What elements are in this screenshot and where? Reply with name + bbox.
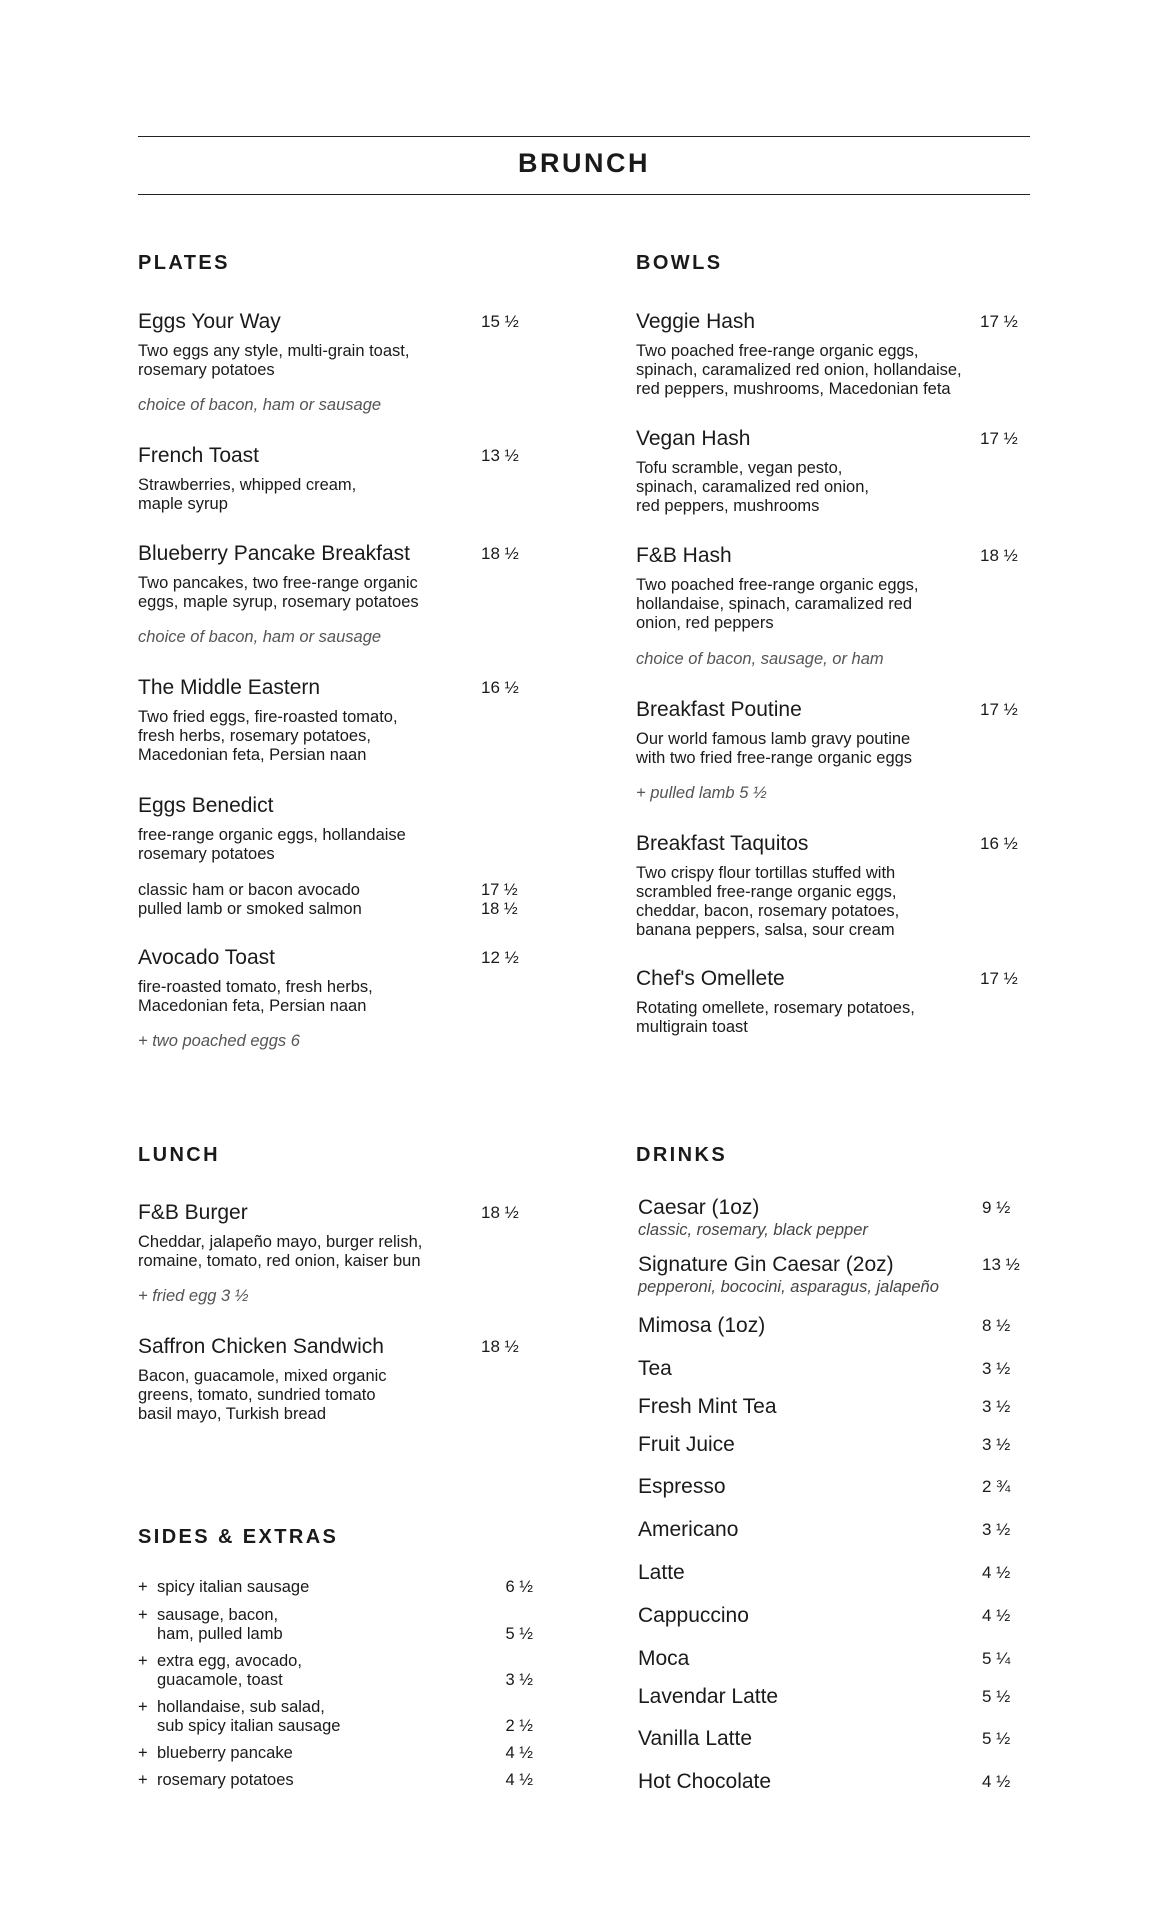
item-price: 13 ½ <box>481 446 519 465</box>
side-item-text: hollandaise, sub salad, sub spicy italian sausage <box>157 1698 341 1735</box>
item-description: Two pancakes, two free-range organic eggs, maple syrup, rosemary potatoes <box>138 574 419 611</box>
drink-name: Moca <box>638 1647 690 1670</box>
item-description: Two fried eggs, fire-roasted tomato, fresh herbs, rosemary potatoes, Macedonian feta, Persian naan <box>138 708 398 764</box>
item-name: Breakfast Taquitos <box>636 832 809 855</box>
drink-price: 5 ¼ <box>982 1649 1011 1668</box>
item-price: 15 ½ <box>481 312 519 331</box>
item-name: Eggs Your Way <box>138 310 281 333</box>
item-price: 18 ½ <box>481 1337 519 1356</box>
drink-price: 9 ½ <box>982 1198 1011 1217</box>
drink-name: Tea <box>638 1357 672 1380</box>
side-item-text: extra egg, avocado, guacamole, toast <box>157 1652 302 1689</box>
plus-sign: + <box>138 1698 148 1716</box>
sides-heading: SIDES & EXTRAS <box>138 1526 339 1548</box>
item-description: free-range organic eggs, hollandaise rosemary potatoes <box>138 826 406 863</box>
item-name: Veggie Hash <box>636 310 756 333</box>
bowls-heading: BOWLS <box>636 252 723 274</box>
side-item <box>138 1771 533 1790</box>
drink-price: 2 ¾ <box>982 1477 1011 1496</box>
item-price: 17 ½ <box>980 969 1018 988</box>
drink-name: Lavendar Latte <box>638 1685 779 1708</box>
side-item-price: 6 ½ <box>505 1578 533 1596</box>
item-name: The Middle Eastern <box>138 676 321 699</box>
drink-price: 3 ½ <box>982 1520 1011 1539</box>
item-note: choice of bacon, ham or sausage <box>138 396 382 414</box>
item-price: 16 ½ <box>481 678 519 697</box>
drink-name: Cappuccino <box>638 1604 749 1627</box>
item-price: 18 ½ <box>481 544 519 563</box>
side-item-price: 5 ½ <box>505 1625 533 1643</box>
drink-price: 4 ½ <box>982 1606 1011 1625</box>
drink-name: Vanilla Latte <box>638 1727 753 1750</box>
drink-name: Espresso <box>638 1475 726 1498</box>
item-name: Blueberry Pancake Breakfast <box>138 542 410 565</box>
item-description: fire-roasted tomato, fresh herbs, Macedonian feta, Persian naan <box>138 978 373 1015</box>
item-description: Tofu scramble, vegan pesto, spinach, caramalized red onion, red peppers, mushrooms <box>636 459 869 515</box>
drink-price: 8 ½ <box>982 1316 1011 1335</box>
side-item <box>138 1578 533 1597</box>
side-item-text: sausage, bacon, ham, pulled lamb <box>157 1606 283 1643</box>
item-price: 18 ½ <box>980 546 1018 565</box>
drink-note: classic, rosemary, black pepper <box>638 1221 868 1239</box>
drink-name: Fruit Juice <box>638 1433 735 1456</box>
item-name: Chef's Omellete <box>636 967 785 990</box>
drink-price: 4 ½ <box>982 1563 1011 1582</box>
side-item <box>138 1652 533 1690</box>
title-bottom-rule <box>138 194 1030 195</box>
plus-sign: + <box>138 1744 148 1762</box>
item-name: F&B Burger <box>138 1201 248 1224</box>
side-item-text: blueberry pancake <box>157 1744 293 1762</box>
menu-title: BRUNCH <box>518 148 650 178</box>
plus-sign: + <box>138 1652 148 1670</box>
item-price: 18 ½ <box>481 1203 519 1222</box>
side-item <box>138 1606 533 1644</box>
side-item-text: rosemary potatoes <box>157 1771 294 1789</box>
side-item <box>138 1744 533 1763</box>
item-price: 17 ½ <box>980 312 1018 331</box>
plates-heading: PLATES <box>138 252 230 274</box>
item-note: + fried egg 3 ½ <box>138 1287 249 1305</box>
item-description: Our world famous lamb gravy poutine with two fried free-range organic eggs <box>636 730 913 767</box>
side-item-price: 4 ½ <box>505 1771 533 1789</box>
item-description: Strawberries, whipped cream, maple syrup <box>138 476 357 513</box>
item-price: 16 ½ <box>980 834 1018 853</box>
side-item-price: 2 ½ <box>505 1717 533 1735</box>
drink-name: Mimosa (1oz) <box>638 1314 766 1337</box>
item-price: 17 ½ <box>980 429 1018 448</box>
option-label: classic ham or bacon avocado <box>138 881 360 899</box>
drink-note: pepperoni, bococini, asparagus, jalapeño <box>638 1278 939 1296</box>
item-name: Eggs Benedict <box>138 794 274 817</box>
item-note: + pulled lamb 5 ½ <box>636 784 767 802</box>
side-item-price: 3 ½ <box>505 1671 533 1689</box>
item-name: Vegan Hash <box>636 427 751 450</box>
drinks-heading: DRINKS <box>636 1144 728 1166</box>
item-name: Saffron Chicken Sandwich <box>138 1335 384 1358</box>
drink-price: 3 ½ <box>982 1359 1011 1378</box>
item-price: 12 ½ <box>481 948 519 967</box>
drink-price: 3 ½ <box>982 1397 1011 1416</box>
plus-sign: + <box>138 1771 148 1789</box>
top-rule <box>138 136 1030 137</box>
plus-sign: + <box>138 1606 148 1624</box>
item-note: + two poached eggs 6 <box>138 1032 300 1050</box>
drink-price: 5 ½ <box>982 1729 1011 1748</box>
option-price: 18 ½ <box>481 900 518 918</box>
drink-name: Hot Chocolate <box>638 1770 772 1793</box>
drink-price: 3 ½ <box>982 1435 1011 1454</box>
option-price: 17 ½ <box>481 881 518 899</box>
item-description: Two poached free-range organic eggs, hollandaise, spinach, caramalized red onion, red peppers <box>636 576 919 632</box>
side-item-text: spicy italian sausage <box>157 1578 310 1596</box>
side-item-price: 4 ½ <box>505 1744 533 1762</box>
item-note: choice of bacon, sausage, or ham <box>636 650 884 668</box>
drink-name: Latte <box>638 1561 685 1584</box>
item-description: Cheddar, jalapeño mayo, burger relish, romaine, tomato, red onion, kaiser bun <box>138 1233 423 1270</box>
drink-name: Fresh Mint Tea <box>638 1395 777 1418</box>
item-description: Two eggs any style, multi-grain toast, rosemary potatoes <box>138 342 410 379</box>
item-description: Rotating omellete, rosemary potatoes, multigrain toast <box>636 999 915 1036</box>
item-description: Two crispy flour tortillas stuffed with scrambled free-range organic eggs, cheddar, bacon, rosemary potatoes, banana peppers, salsa, sour cream <box>636 864 900 939</box>
item-description: Bacon, guacamole, mixed organic greens, tomato, sundried tomato basil mayo, Turkish bread <box>138 1367 387 1423</box>
item-price: 17 ½ <box>980 700 1018 719</box>
item-name: Breakfast Poutine <box>636 698 802 721</box>
drink-name: Caesar (1oz) <box>638 1196 760 1219</box>
drink-price: 5 ½ <box>982 1687 1011 1706</box>
drink-name: Signature Gin Caesar (2oz) <box>638 1253 894 1276</box>
item-description: Two poached free-range organic eggs, spinach, caramalized red onion, hollandaise, red peppers, mushrooms, Macedonian feta <box>636 342 962 398</box>
item-name: French Toast <box>138 444 260 467</box>
plus-sign: + <box>138 1578 148 1596</box>
drink-price: 4 ½ <box>982 1772 1011 1791</box>
item-note: choice of bacon, ham or sausage <box>138 628 382 646</box>
drink-name: Americano <box>638 1518 739 1541</box>
option-label: pulled lamb or smoked salmon <box>138 900 362 918</box>
item-name: Avocado Toast <box>138 946 275 969</box>
lunch-heading: LUNCH <box>138 1144 220 1166</box>
drink-price: 13 ½ <box>982 1255 1020 1274</box>
side-item <box>138 1698 533 1736</box>
item-name: F&B Hash <box>636 544 732 567</box>
